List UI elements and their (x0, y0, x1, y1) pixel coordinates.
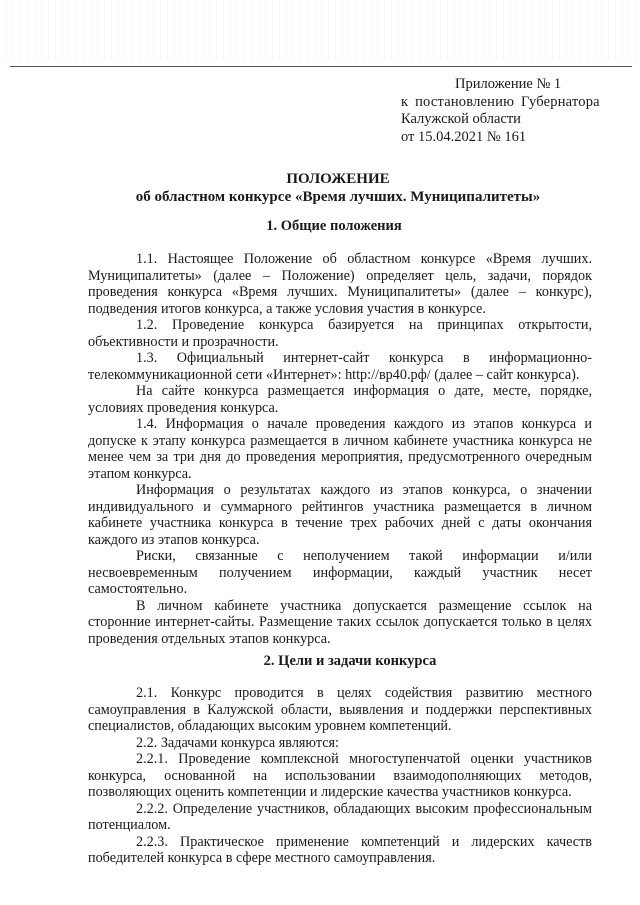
section2-body (88, 685, 592, 867)
appendix-block (401, 76, 600, 146)
scan-header-noise (0, 0, 640, 60)
appendix-number: Приложение № 1 (455, 76, 562, 92)
scan-top-rule (10, 66, 632, 67)
title-subtitle: об областном конкурсе «Время лучших. Муниципалитеты» (135, 189, 541, 205)
paragraph-1-2: 1.2. Проведение конкурса базируется на принципах открытости, объективности и прозрачности. (88, 317, 592, 350)
appendix-region: Калужской области (401, 111, 521, 127)
section1-body (88, 251, 592, 647)
paragraph-links: В личном кабинете участника допускается размещение ссылок на сторонние интернет-сайты. Размещение таких ссылок допускается только в целях проведения отдельных этапов конкурса. (88, 597, 592, 647)
section1-heading: 1. Общие положения (266, 218, 402, 234)
paragraph-1-1: 1.1. Настоящее Положение об областном конкурсе «Время лучших. Муниципалитеты» (далее – Положение) определяет цель, задачи, порядок проведения конкурса «Время лучших. Муниципалитеты» (далее – конкурс), подведения итогов конкурса, а также условия участия в конкурсе. (88, 251, 592, 317)
paragraph-2-2-1: 2.2.1. Проведение комплексной многоступенчатой оценки участников конкурса, основанной на использовании взаимодополняющих методов, позволяющих оценить компетенции и лидерские качества участников конкурса. (88, 751, 592, 800)
paragraph-2-2-3: 2.2.3. Практическое применение компетенций и лидерских качеств победителей конкурса в сфере местного самоуправления. (88, 833, 592, 866)
paragraph-1-3: 1.3. Официальный интернет-сайт конкурса в информационно-телекоммуникационной сети «Интернет»: http://вр40.рф/ (далее – сайт конкурса). (88, 350, 592, 383)
paragraph-1-4: 1.4. Информация о начале проведения каждого из этапов конкурса и допуске к этапу конкурса размещается в личном кабинете участника конкурса не менее чем за три дня до проведения мероприятия, предусмотренного очередным этапом конкурса. (88, 416, 592, 482)
paragraph-2-2-2: 2.2.2. Определение участников, обладающих высоким профессиональным потенциалом. (88, 800, 592, 833)
appendix-decree: к постановлению Губернатора (401, 93, 600, 110)
document-title (0, 170, 640, 206)
title-main: ПОЛОЖЕНИЕ (286, 171, 390, 187)
paragraph-2-1: 2.1. Конкурс проводится в целях содействия развитию местного самоуправления в Калужской области, выявления и поддержки перспективных специалистов, обладающих высоким уровнем компетенций. (88, 685, 592, 734)
appendix-date: от 15.04.2021 № 161 (401, 128, 527, 145)
paragraph-site-info: На сайте конкурса размещается информация о дате, месте, порядке, условиях проведения конкурса. (88, 383, 592, 416)
paragraph-2-2: 2.2. Задачами конкурса являются: (136, 734, 339, 751)
paragraph-risks: Риски, связанные с неполучением такой информации и/или несвоевременным получением информации, каждый участник несет самостоятельно. (88, 548, 592, 597)
paragraph-results-info: Информация о результатах каждого из этапов конкурса, о значении индивидуального и суммарного рейтингов участника размещается в личном кабинете участника конкурса в течение трех рабочих дней с даты окончания каждого из этапов конкурса. (88, 482, 592, 548)
section2-heading: 2. Цели и задачи конкурса (263, 653, 437, 669)
